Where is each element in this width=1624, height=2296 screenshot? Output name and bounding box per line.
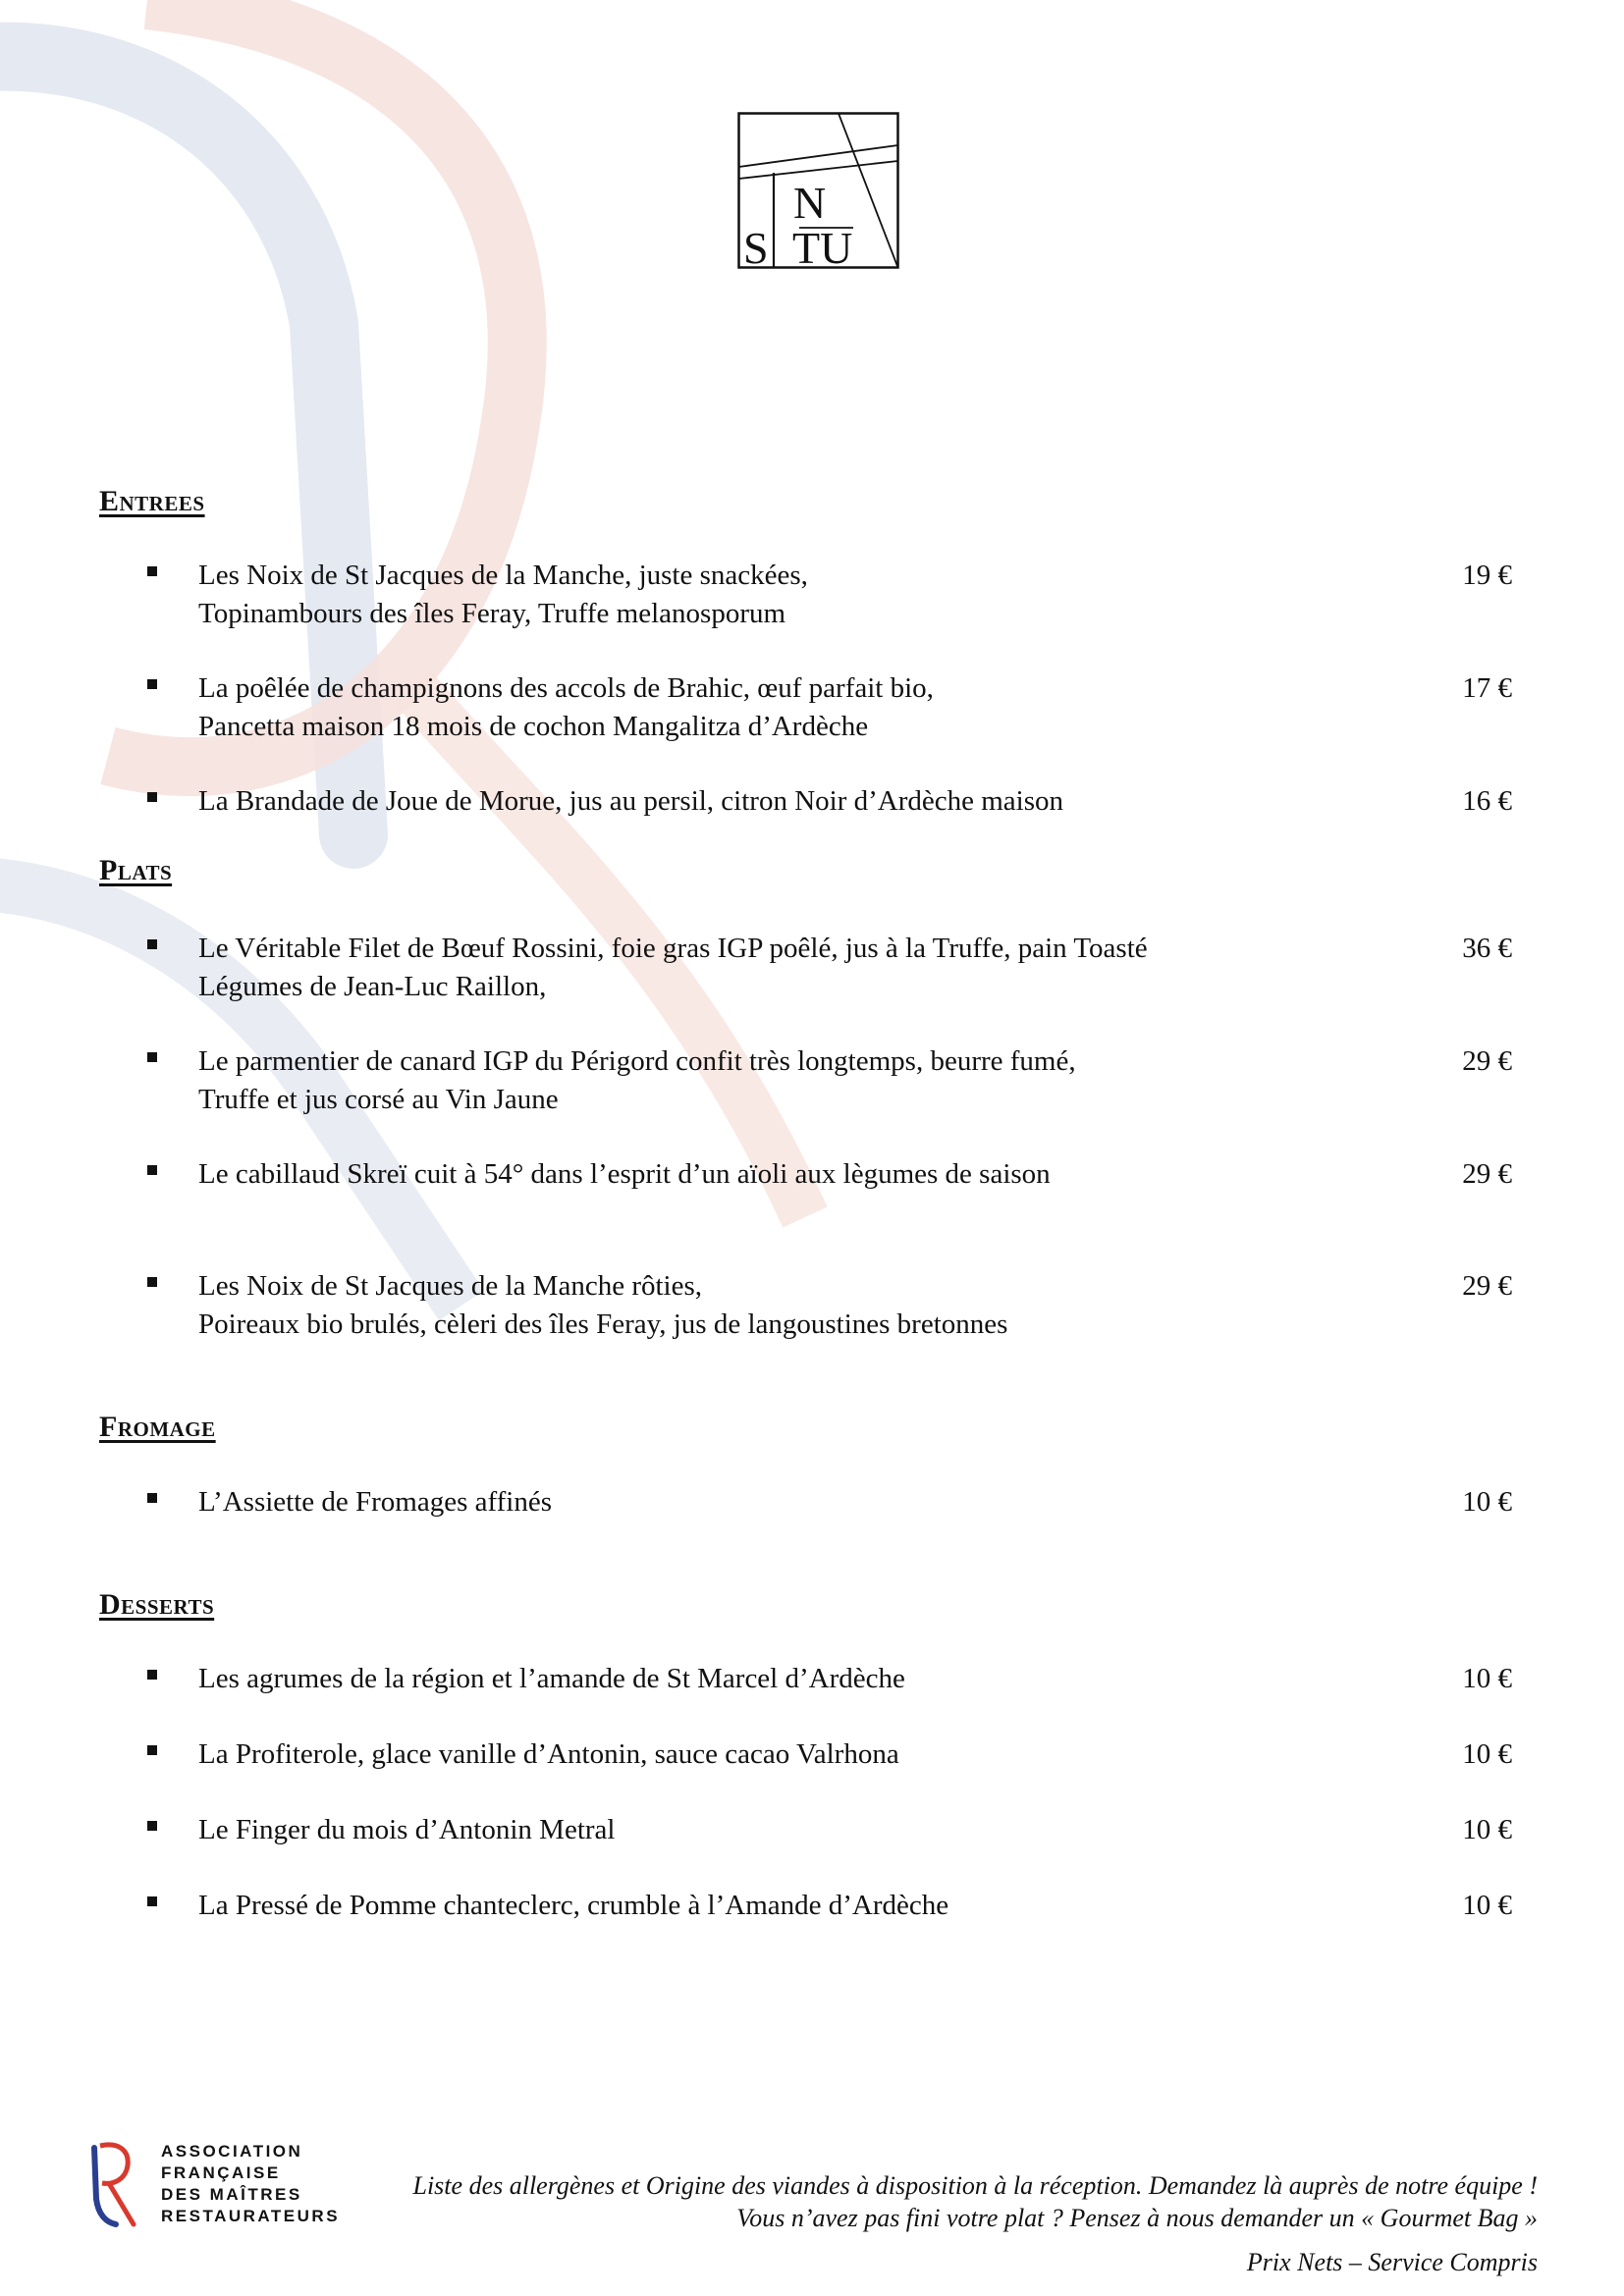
bullet-icon xyxy=(147,679,157,689)
item-line: Les Noix de St Jacques de la Manche rôties, xyxy=(198,1270,702,1302)
item-description xyxy=(198,669,934,746)
item-price: 10 € xyxy=(1462,1890,1512,1921)
association-logo-r-icon xyxy=(90,2140,159,2238)
item-line: Le parmentier de canard IGP du Périgord confit très longtemps, beurre fumé, xyxy=(198,1045,1076,1077)
item-description xyxy=(198,1887,948,1925)
item-description xyxy=(198,1155,1051,1194)
association-line: FRANÇAISE xyxy=(161,2163,281,2182)
section-title-entrees: Entrees xyxy=(99,485,205,517)
item-line: Truffe et jus corsé au Vin Jaune xyxy=(198,1084,559,1115)
section-title-fromage: Fromage xyxy=(99,1411,216,1443)
association-line: ASSOCIATION xyxy=(161,2142,303,2161)
bullet-icon xyxy=(147,1745,157,1755)
item-price: 29 € xyxy=(1462,1158,1512,1190)
item-line: Poireaux bio brulés, cèleri des îles Feray, jus de langoustines bretonnes xyxy=(198,1308,1008,1340)
item-line: La poêlée de champignons des accols de Brahic, œuf parfait bio, xyxy=(198,672,934,704)
item-price: 10 € xyxy=(1462,1814,1512,1845)
footer-notes xyxy=(413,2169,1539,2278)
item-price: 19 € xyxy=(1462,560,1512,591)
item-price: 16 € xyxy=(1462,785,1512,817)
bullet-icon xyxy=(147,939,157,949)
bullet-icon xyxy=(147,792,157,802)
item-description xyxy=(198,1660,905,1698)
item-line: Topinambours des îles Feray, Truffe melanosporum xyxy=(198,598,786,629)
item-price: 36 € xyxy=(1462,933,1512,964)
item-price: 29 € xyxy=(1462,1045,1512,1077)
prices-note: Prix Nets – Service Compris xyxy=(1246,2248,1538,2276)
bullet-icon xyxy=(147,1277,157,1287)
item-line: L’Assiette de Fromages affinés xyxy=(198,1486,553,1518)
item-price: 10 € xyxy=(1462,1486,1512,1518)
item-line: Légumes de Jean-Luc Raillon, xyxy=(198,971,547,1002)
item-price: 10 € xyxy=(1462,1663,1512,1694)
association-name xyxy=(161,2141,340,2227)
item-line: Les Noix de St Jacques de la Manche, juste snackées, xyxy=(198,560,808,591)
bullet-icon xyxy=(147,1052,157,1062)
logo-letter-n: N xyxy=(793,178,827,228)
bullet-icon xyxy=(147,1165,157,1175)
item-price: 17 € xyxy=(1462,672,1512,704)
bullet-icon xyxy=(147,1493,157,1503)
item-price: 29 € xyxy=(1462,1270,1512,1302)
item-line: La Pressé de Pomme chanteclerc, crumble à l’Amande d’Ardèche xyxy=(198,1890,949,1921)
item-line: La Brandade de Joue de Morue, jus au persil, citron Noir d’Ardèche maison xyxy=(198,785,1064,817)
item-line: Pancetta maison 18 mois de cochon Mangalitza d’Ardèche xyxy=(198,711,869,742)
bullet-icon xyxy=(147,1821,157,1831)
item-line: Les agrumes de la région et l’amande de St Marcel d’Ardèche xyxy=(198,1663,905,1694)
association-line: RESTAURATEURS xyxy=(161,2207,341,2225)
item-description xyxy=(198,557,808,633)
section-title-plats: Plats xyxy=(99,854,173,886)
item-description xyxy=(198,1042,1076,1119)
item-description xyxy=(198,930,1148,1006)
item-line: Le cabillaud Skreï cuit à 54° dans l’esprit d’un aïoli aux lègumes de saison xyxy=(198,1158,1051,1190)
item-description xyxy=(198,1811,615,1849)
item-description xyxy=(198,1483,552,1522)
item-description xyxy=(198,782,1063,821)
item-line: La Profiterole, glace vanille d’Antonin, sauce cacao Valrhona xyxy=(198,1738,899,1770)
item-description xyxy=(198,1735,899,1774)
item-line: Le Véritable Filet de Bœuf Rossini, foie gras IGP poêlé, jus à la Truffe, pain Toasté xyxy=(198,933,1148,964)
allergens-note: Liste des allergènes et Origine des viandes à disposition à la réception. Demandez là auprès de notre équipe ! xyxy=(412,2171,1538,2200)
section-title-desserts: Desserts xyxy=(99,1588,215,1621)
bullet-icon xyxy=(147,1670,157,1680)
item-price: 10 € xyxy=(1462,1738,1512,1770)
bullet-icon xyxy=(147,566,157,576)
item-line: Le Finger du mois d’Antonin Metral xyxy=(198,1814,616,1845)
gourmet-bag-note: Vous n’avez pas fini votre plat ? Pensez à nous demander un « Gourmet Bag » xyxy=(736,2204,1538,2232)
logo-letter-s: S xyxy=(743,223,769,269)
logo-letters-tu: TU xyxy=(792,223,853,269)
bullet-icon xyxy=(147,1896,157,1906)
item-description xyxy=(198,1267,1007,1344)
association-line: DES MAÎTRES xyxy=(161,2185,302,2204)
